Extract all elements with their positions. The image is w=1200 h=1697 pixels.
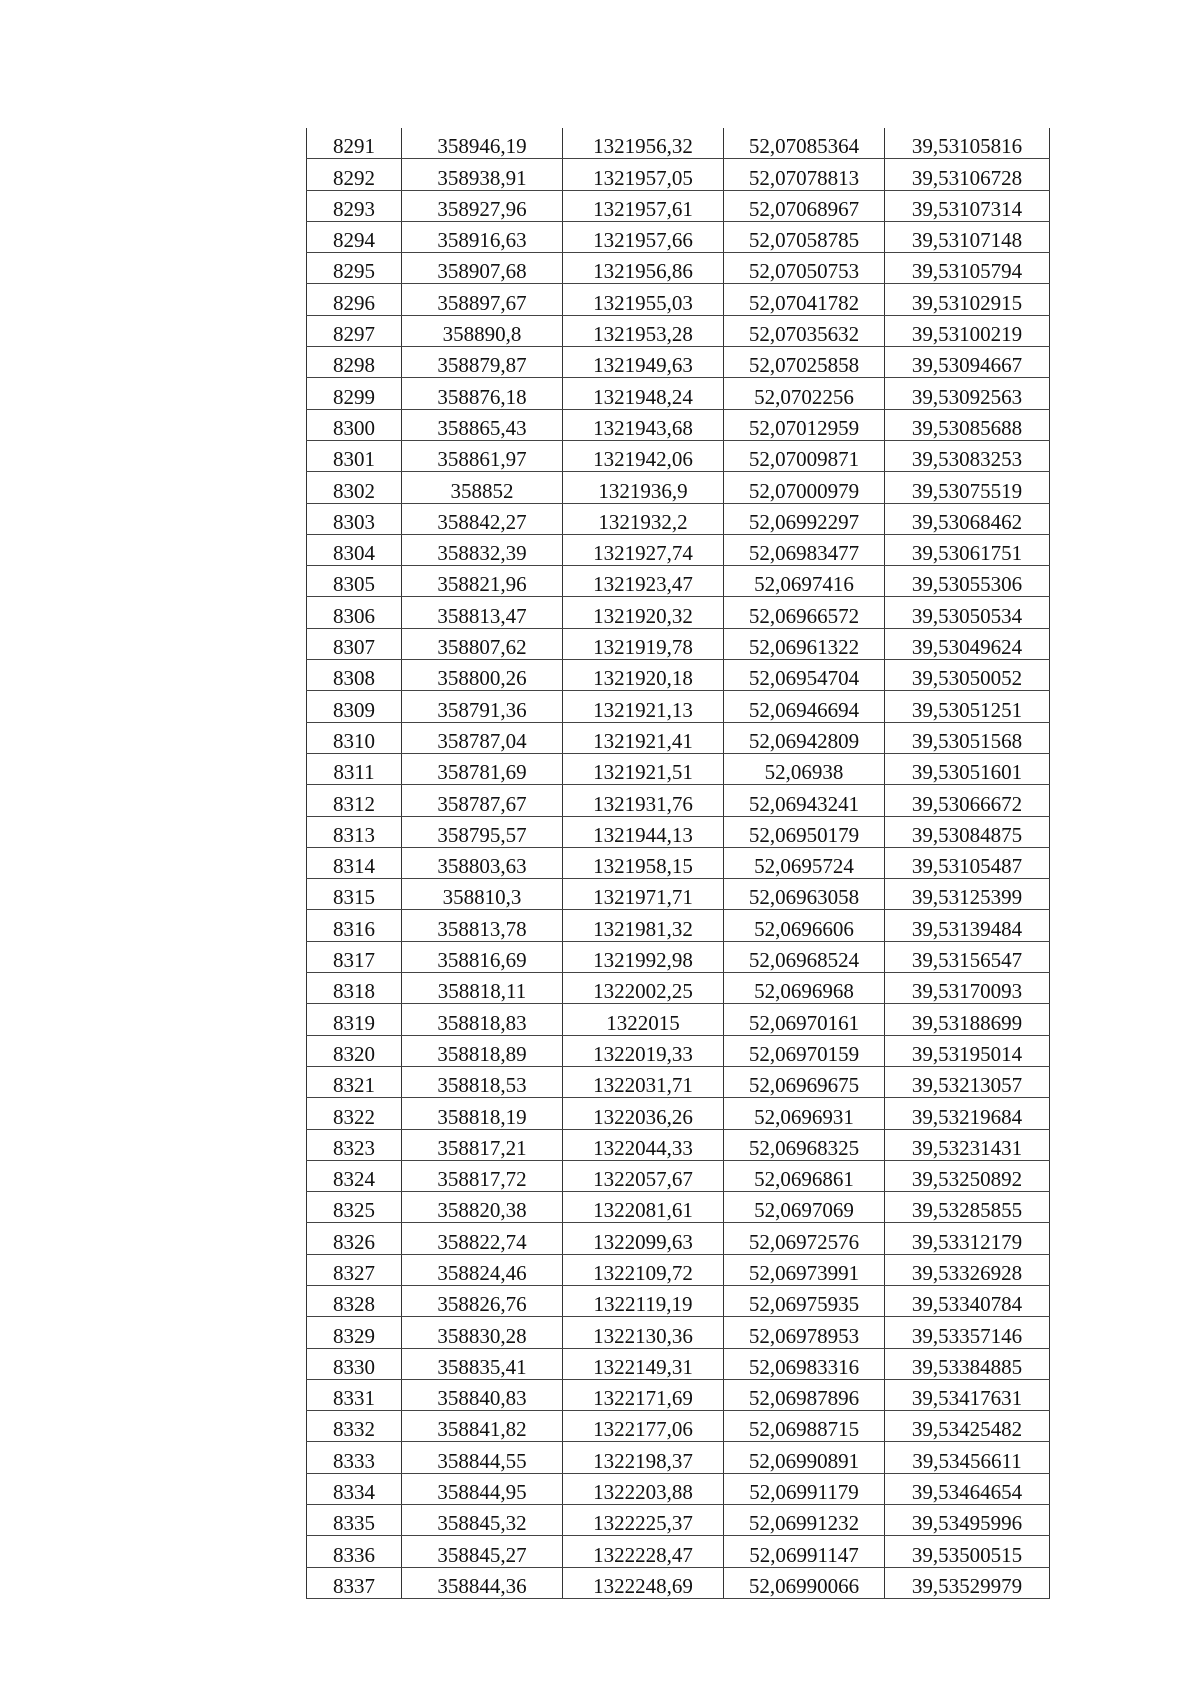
x-coordinate-cell: 358818,53 (402, 1066, 563, 1097)
point-number-cell: 8329 (307, 1317, 402, 1348)
x-coordinate-cell: 358844,95 (402, 1473, 563, 1504)
longitude-cell: 39,53092563 (885, 378, 1050, 409)
x-coordinate-cell: 358865,43 (402, 409, 563, 440)
table-row (307, 1098, 1050, 1129)
table-row (307, 1411, 1050, 1442)
point-number-cell: 8302 (307, 472, 402, 503)
x-coordinate-cell: 358946,19 (402, 128, 563, 159)
longitude-cell: 39,53105794 (885, 253, 1050, 284)
point-number-cell: 8308 (307, 660, 402, 691)
longitude-cell: 39,53250892 (885, 1160, 1050, 1191)
point-number-cell: 8301 (307, 440, 402, 471)
longitude-cell: 39,53050052 (885, 660, 1050, 691)
table-row (307, 221, 1050, 252)
longitude-cell: 39,53051568 (885, 722, 1050, 753)
point-number-cell: 8294 (307, 221, 402, 252)
table-row (307, 628, 1050, 659)
point-number-cell: 8299 (307, 378, 402, 409)
x-coordinate-cell: 358876,18 (402, 378, 563, 409)
table-row (307, 660, 1050, 691)
point-number-cell: 8327 (307, 1254, 402, 1285)
point-number-cell: 8326 (307, 1223, 402, 1254)
longitude-cell: 39,53326928 (885, 1254, 1050, 1285)
y-coordinate-cell: 1321932,2 (563, 503, 724, 534)
x-coordinate-cell: 358897,67 (402, 284, 563, 315)
x-coordinate-cell: 358852 (402, 472, 563, 503)
longitude-cell: 39,53051251 (885, 691, 1050, 722)
table-row (307, 973, 1050, 1004)
longitude-cell: 39,53188699 (885, 1004, 1050, 1035)
point-number-cell: 8321 (307, 1066, 402, 1097)
latitude-cell: 52,06983477 (724, 534, 885, 565)
table-row (307, 1536, 1050, 1567)
longitude-cell: 39,53195014 (885, 1035, 1050, 1066)
latitude-cell: 52,06969675 (724, 1066, 885, 1097)
longitude-cell: 39,53495996 (885, 1505, 1050, 1536)
y-coordinate-cell: 1322109,72 (563, 1254, 724, 1285)
y-coordinate-cell: 1322031,71 (563, 1066, 724, 1097)
table-row (307, 753, 1050, 784)
x-coordinate-cell: 358807,62 (402, 628, 563, 659)
y-coordinate-cell: 1322177,06 (563, 1411, 724, 1442)
x-coordinate-cell: 358816,69 (402, 941, 563, 972)
latitude-cell: 52,06973991 (724, 1254, 885, 1285)
y-coordinate-cell: 1321981,32 (563, 910, 724, 941)
latitude-cell: 52,06992297 (724, 503, 885, 534)
point-number-cell: 8319 (307, 1004, 402, 1035)
x-coordinate-cell: 358818,89 (402, 1035, 563, 1066)
longitude-cell: 39,53464654 (885, 1473, 1050, 1504)
y-coordinate-cell: 1322228,47 (563, 1536, 724, 1567)
table-row (307, 472, 1050, 503)
x-coordinate-cell: 358824,46 (402, 1254, 563, 1285)
y-coordinate-cell: 1321921,41 (563, 722, 724, 753)
latitude-cell: 52,06961322 (724, 628, 885, 659)
table-row (307, 253, 1050, 284)
y-coordinate-cell: 1321920,32 (563, 597, 724, 628)
longitude-cell: 39,53312179 (885, 1223, 1050, 1254)
point-number-cell: 8293 (307, 190, 402, 221)
latitude-cell: 52,06991179 (724, 1473, 885, 1504)
longitude-cell: 39,53102915 (885, 284, 1050, 315)
longitude-cell: 39,53456611 (885, 1442, 1050, 1473)
latitude-cell: 52,07025858 (724, 347, 885, 378)
x-coordinate-cell: 358820,38 (402, 1192, 563, 1223)
x-coordinate-cell: 358810,3 (402, 879, 563, 910)
table-row (307, 1505, 1050, 1536)
latitude-cell: 52,07050753 (724, 253, 885, 284)
longitude-cell: 39,53425482 (885, 1411, 1050, 1442)
point-number-cell: 8320 (307, 1035, 402, 1066)
point-number-cell: 8291 (307, 128, 402, 159)
y-coordinate-cell: 1321943,68 (563, 409, 724, 440)
table-row (307, 128, 1050, 159)
longitude-cell: 39,53049624 (885, 628, 1050, 659)
x-coordinate-cell: 358817,72 (402, 1160, 563, 1191)
y-coordinate-cell: 1321927,74 (563, 534, 724, 565)
point-number-cell: 8298 (307, 347, 402, 378)
longitude-cell: 39,53083253 (885, 440, 1050, 471)
longitude-cell: 39,53125399 (885, 879, 1050, 910)
x-coordinate-cell: 358787,67 (402, 785, 563, 816)
point-number-cell: 8296 (307, 284, 402, 315)
table-row (307, 1223, 1050, 1254)
point-number-cell: 8328 (307, 1285, 402, 1316)
longitude-cell: 39,53231431 (885, 1129, 1050, 1160)
longitude-cell: 39,53105487 (885, 847, 1050, 878)
table-row (307, 597, 1050, 628)
coordinates-table-body (307, 128, 1050, 1598)
point-number-cell: 8331 (307, 1379, 402, 1410)
y-coordinate-cell: 1321953,28 (563, 315, 724, 346)
latitude-cell: 52,07041782 (724, 284, 885, 315)
longitude-cell: 39,53084875 (885, 816, 1050, 847)
y-coordinate-cell: 1321921,13 (563, 691, 724, 722)
longitude-cell: 39,53100219 (885, 315, 1050, 346)
table-row (307, 1473, 1050, 1504)
point-number-cell: 8324 (307, 1160, 402, 1191)
longitude-cell: 39,53285855 (885, 1192, 1050, 1223)
y-coordinate-cell: 1322248,69 (563, 1567, 724, 1598)
x-coordinate-cell: 358781,69 (402, 753, 563, 784)
table-row (307, 722, 1050, 753)
latitude-cell: 52,06987896 (724, 1379, 885, 1410)
table-row (307, 1254, 1050, 1285)
latitude-cell: 52,07068967 (724, 190, 885, 221)
point-number-cell: 8318 (307, 973, 402, 1004)
y-coordinate-cell: 1322198,37 (563, 1442, 724, 1473)
latitude-cell: 52,06970161 (724, 1004, 885, 1035)
x-coordinate-cell: 358844,55 (402, 1442, 563, 1473)
latitude-cell: 52,07058785 (724, 221, 885, 252)
latitude-cell: 52,06991147 (724, 1536, 885, 1567)
longitude-cell: 39,53075519 (885, 472, 1050, 503)
y-coordinate-cell: 1322130,36 (563, 1317, 724, 1348)
longitude-cell: 39,53500515 (885, 1536, 1050, 1567)
point-number-cell: 8325 (307, 1192, 402, 1223)
latitude-cell: 52,0702256 (724, 378, 885, 409)
y-coordinate-cell: 1321921,51 (563, 753, 724, 784)
longitude-cell: 39,53139484 (885, 910, 1050, 941)
longitude-cell: 39,53094667 (885, 347, 1050, 378)
x-coordinate-cell: 358845,27 (402, 1536, 563, 1567)
point-number-cell: 8313 (307, 816, 402, 847)
latitude-cell: 52,07078813 (724, 159, 885, 190)
point-number-cell: 8312 (307, 785, 402, 816)
y-coordinate-cell: 1322002,25 (563, 973, 724, 1004)
latitude-cell: 52,0697069 (724, 1192, 885, 1223)
latitude-cell: 52,0695724 (724, 847, 885, 878)
longitude-cell: 39,53085688 (885, 409, 1050, 440)
latitude-cell: 52,06970159 (724, 1035, 885, 1066)
latitude-cell: 52,06990891 (724, 1442, 885, 1473)
x-coordinate-cell: 358844,36 (402, 1567, 563, 1598)
y-coordinate-cell: 1321957,05 (563, 159, 724, 190)
x-coordinate-cell: 358840,83 (402, 1379, 563, 1410)
x-coordinate-cell: 358813,47 (402, 597, 563, 628)
point-number-cell: 8303 (307, 503, 402, 534)
longitude-cell: 39,53417631 (885, 1379, 1050, 1410)
y-coordinate-cell: 1322081,61 (563, 1192, 724, 1223)
table-row (307, 534, 1050, 565)
latitude-cell: 52,06942809 (724, 722, 885, 753)
point-number-cell: 8310 (307, 722, 402, 753)
x-coordinate-cell: 358832,39 (402, 534, 563, 565)
table-row (307, 378, 1050, 409)
latitude-cell: 52,0696968 (724, 973, 885, 1004)
table-row (307, 1192, 1050, 1223)
latitude-cell: 52,06983316 (724, 1348, 885, 1379)
x-coordinate-cell: 358787,04 (402, 722, 563, 753)
latitude-cell: 52,06968325 (724, 1129, 885, 1160)
latitude-cell: 52,07009871 (724, 440, 885, 471)
latitude-cell: 52,06943241 (724, 785, 885, 816)
x-coordinate-cell: 358842,27 (402, 503, 563, 534)
latitude-cell: 52,06938 (724, 753, 885, 784)
table-row (307, 159, 1050, 190)
point-number-cell: 8334 (307, 1473, 402, 1504)
x-coordinate-cell: 358795,57 (402, 816, 563, 847)
table-row (307, 1379, 1050, 1410)
y-coordinate-cell: 1322225,37 (563, 1505, 724, 1536)
point-number-cell: 8323 (307, 1129, 402, 1160)
table-row (307, 190, 1050, 221)
x-coordinate-cell: 358907,68 (402, 253, 563, 284)
point-number-cell: 8305 (307, 566, 402, 597)
latitude-cell: 52,06988715 (724, 1411, 885, 1442)
longitude-cell: 39,53107148 (885, 221, 1050, 252)
table-row (307, 1066, 1050, 1097)
point-number-cell: 8335 (307, 1505, 402, 1536)
y-coordinate-cell: 1321949,63 (563, 347, 724, 378)
latitude-cell: 52,06963058 (724, 879, 885, 910)
y-coordinate-cell: 1321942,06 (563, 440, 724, 471)
y-coordinate-cell: 1321971,71 (563, 879, 724, 910)
table-row (307, 1285, 1050, 1316)
y-coordinate-cell: 1321956,32 (563, 128, 724, 159)
y-coordinate-cell: 1321957,61 (563, 190, 724, 221)
y-coordinate-cell: 1322203,88 (563, 1473, 724, 1504)
x-coordinate-cell: 358800,26 (402, 660, 563, 691)
latitude-cell: 52,06968524 (724, 941, 885, 972)
table-row (307, 1129, 1050, 1160)
coordinates-table (306, 128, 1050, 1599)
table-row (307, 347, 1050, 378)
longitude-cell: 39,53213057 (885, 1066, 1050, 1097)
latitude-cell: 52,06975935 (724, 1285, 885, 1316)
latitude-cell: 52,06954704 (724, 660, 885, 691)
y-coordinate-cell: 1321955,03 (563, 284, 724, 315)
point-number-cell: 8332 (307, 1411, 402, 1442)
y-coordinate-cell: 1322099,63 (563, 1223, 724, 1254)
x-coordinate-cell: 358879,87 (402, 347, 563, 378)
y-coordinate-cell: 1322019,33 (563, 1035, 724, 1066)
longitude-cell: 39,53066672 (885, 785, 1050, 816)
latitude-cell: 52,06972576 (724, 1223, 885, 1254)
point-number-cell: 8314 (307, 847, 402, 878)
table-row (307, 1004, 1050, 1035)
table-row (307, 816, 1050, 847)
latitude-cell: 52,06946694 (724, 691, 885, 722)
x-coordinate-cell: 358938,91 (402, 159, 563, 190)
longitude-cell: 39,53219684 (885, 1098, 1050, 1129)
longitude-cell: 39,53061751 (885, 534, 1050, 565)
point-number-cell: 8330 (307, 1348, 402, 1379)
point-number-cell: 8336 (307, 1536, 402, 1567)
latitude-cell: 52,06991232 (724, 1505, 885, 1536)
x-coordinate-cell: 358818,83 (402, 1004, 563, 1035)
longitude-cell: 39,53106728 (885, 159, 1050, 190)
longitude-cell: 39,53107314 (885, 190, 1050, 221)
table-row (307, 1567, 1050, 1598)
point-number-cell: 8322 (307, 1098, 402, 1129)
longitude-cell: 39,53384885 (885, 1348, 1050, 1379)
y-coordinate-cell: 1321958,15 (563, 847, 724, 878)
x-coordinate-cell: 358822,74 (402, 1223, 563, 1254)
table-row (307, 910, 1050, 941)
x-coordinate-cell: 358818,19 (402, 1098, 563, 1129)
y-coordinate-cell: 1321919,78 (563, 628, 724, 659)
longitude-cell: 39,53105816 (885, 128, 1050, 159)
point-number-cell: 8306 (307, 597, 402, 628)
table-row (307, 440, 1050, 471)
latitude-cell: 52,06990066 (724, 1567, 885, 1598)
latitude-cell: 52,07012959 (724, 409, 885, 440)
latitude-cell: 52,07000979 (724, 472, 885, 503)
longitude-cell: 39,53051601 (885, 753, 1050, 784)
point-number-cell: 8304 (307, 534, 402, 565)
x-coordinate-cell: 358845,32 (402, 1505, 563, 1536)
x-coordinate-cell: 358841,82 (402, 1411, 563, 1442)
longitude-cell: 39,53529979 (885, 1567, 1050, 1598)
table-row (307, 1348, 1050, 1379)
table-row (307, 691, 1050, 722)
point-number-cell: 8315 (307, 879, 402, 910)
x-coordinate-cell: 358826,76 (402, 1285, 563, 1316)
point-number-cell: 8337 (307, 1567, 402, 1598)
y-coordinate-cell: 1321923,47 (563, 566, 724, 597)
table-row (307, 284, 1050, 315)
point-number-cell: 8333 (307, 1442, 402, 1473)
longitude-cell: 39,53068462 (885, 503, 1050, 534)
latitude-cell: 52,07035632 (724, 315, 885, 346)
y-coordinate-cell: 1321931,76 (563, 785, 724, 816)
y-coordinate-cell: 1321948,24 (563, 378, 724, 409)
point-number-cell: 8292 (307, 159, 402, 190)
longitude-cell: 39,53340784 (885, 1285, 1050, 1316)
point-number-cell: 8307 (307, 628, 402, 659)
x-coordinate-cell: 358818,11 (402, 973, 563, 1004)
table-row (307, 566, 1050, 597)
latitude-cell: 52,07085364 (724, 128, 885, 159)
table-row (307, 1160, 1050, 1191)
table-row (307, 1035, 1050, 1066)
y-coordinate-cell: 1322057,67 (563, 1160, 724, 1191)
point-number-cell: 8317 (307, 941, 402, 972)
point-number-cell: 8309 (307, 691, 402, 722)
x-coordinate-cell: 358927,96 (402, 190, 563, 221)
x-coordinate-cell: 358861,97 (402, 440, 563, 471)
latitude-cell: 52,0697416 (724, 566, 885, 597)
x-coordinate-cell: 358890,8 (402, 315, 563, 346)
x-coordinate-cell: 358791,36 (402, 691, 563, 722)
longitude-cell: 39,53055306 (885, 566, 1050, 597)
point-number-cell: 8311 (307, 753, 402, 784)
y-coordinate-cell: 1322119,19 (563, 1285, 724, 1316)
y-coordinate-cell: 1321992,98 (563, 941, 724, 972)
y-coordinate-cell: 1322015 (563, 1004, 724, 1035)
table-row (307, 503, 1050, 534)
latitude-cell: 52,0696861 (724, 1160, 885, 1191)
y-coordinate-cell: 1322171,69 (563, 1379, 724, 1410)
latitude-cell: 52,06966572 (724, 597, 885, 628)
x-coordinate-cell: 358835,41 (402, 1348, 563, 1379)
longitude-cell: 39,53156547 (885, 941, 1050, 972)
point-number-cell: 8316 (307, 910, 402, 941)
y-coordinate-cell: 1321957,66 (563, 221, 724, 252)
table-row (307, 1317, 1050, 1348)
point-number-cell: 8297 (307, 315, 402, 346)
latitude-cell: 52,06950179 (724, 816, 885, 847)
table-row (307, 785, 1050, 816)
x-coordinate-cell: 358821,96 (402, 566, 563, 597)
latitude-cell: 52,0696931 (724, 1098, 885, 1129)
y-coordinate-cell: 1321936,9 (563, 472, 724, 503)
x-coordinate-cell: 358817,21 (402, 1129, 563, 1160)
table-row (307, 879, 1050, 910)
longitude-cell: 39,53050534 (885, 597, 1050, 628)
x-coordinate-cell: 358830,28 (402, 1317, 563, 1348)
longitude-cell: 39,53357146 (885, 1317, 1050, 1348)
latitude-cell: 52,0696606 (724, 910, 885, 941)
longitude-cell: 39,53170093 (885, 973, 1050, 1004)
latitude-cell: 52,06978953 (724, 1317, 885, 1348)
table-row (307, 847, 1050, 878)
point-number-cell: 8300 (307, 409, 402, 440)
table-row (307, 941, 1050, 972)
table-row (307, 1442, 1050, 1473)
y-coordinate-cell: 1322044,33 (563, 1129, 724, 1160)
y-coordinate-cell: 1322149,31 (563, 1348, 724, 1379)
x-coordinate-cell: 358803,63 (402, 847, 563, 878)
table-row (307, 315, 1050, 346)
y-coordinate-cell: 1321944,13 (563, 816, 724, 847)
point-number-cell: 8295 (307, 253, 402, 284)
x-coordinate-cell: 358813,78 (402, 910, 563, 941)
y-coordinate-cell: 1321920,18 (563, 660, 724, 691)
y-coordinate-cell: 1321956,86 (563, 253, 724, 284)
table-row (307, 409, 1050, 440)
x-coordinate-cell: 358916,63 (402, 221, 563, 252)
y-coordinate-cell: 1322036,26 (563, 1098, 724, 1129)
